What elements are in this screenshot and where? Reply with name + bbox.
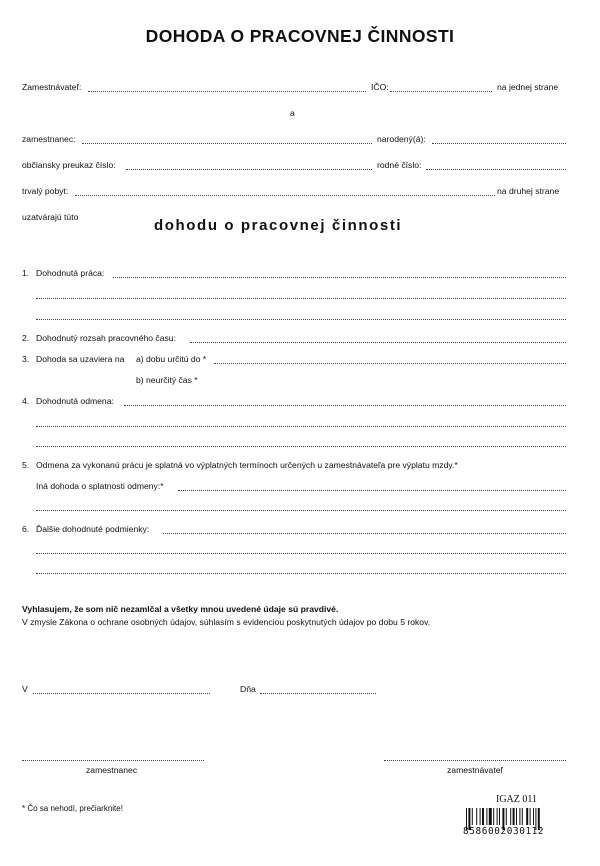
barcode-bar (533, 808, 534, 825)
barcode-bar (516, 808, 517, 825)
pay-field[interactable] (124, 405, 566, 406)
footnote: * Čo sa nehodí, prečiarknite! (22, 804, 123, 813)
barcode-bar (519, 808, 520, 825)
residence-label: trvalý pobyt: (22, 186, 69, 196)
due-other-field[interactable] (178, 490, 566, 491)
due-text: Odmena za vykonanú prácu je splatná vo výplatných termínoch určených u zamestnávateľa pre výplatu mzdy.* (36, 460, 458, 470)
employee-label: zamestnanec: (22, 134, 76, 144)
employer-field[interactable] (88, 91, 366, 92)
work-field[interactable] (113, 277, 566, 278)
barcode-bar (476, 808, 477, 825)
scope-field[interactable] (190, 342, 566, 343)
scope-label: Dohodnutý rozsah pracovného času: (36, 333, 176, 343)
employee-signature-label: zamestnanec (86, 765, 138, 775)
id-card-label: občiansky preukaz číslo: (22, 160, 116, 170)
other-side-text: na druhej strane (497, 186, 560, 196)
item-number-3: 3. (22, 354, 30, 364)
work-field-line-2[interactable] (36, 298, 566, 299)
pay-field-line-3[interactable] (36, 446, 566, 447)
other-conditions-label: Ďalšie dohodnuté podmienky: (36, 524, 150, 534)
place-label: V (22, 684, 28, 694)
date-label: Dňa (240, 684, 256, 694)
item-number-6: 6. (22, 524, 30, 534)
employee-signature-line[interactable] (22, 760, 204, 761)
born-field[interactable] (432, 143, 566, 144)
employer-signature-label: zamestnávateľ (447, 765, 504, 775)
item-number-2: 2. (22, 333, 30, 343)
term-option-b[interactable]: b) neurčitý čas * (136, 375, 198, 385)
conclude-text: uzatvárajú túto (22, 212, 79, 222)
barcode-bar (506, 808, 507, 825)
barcode-bar (510, 808, 511, 825)
employee-field[interactable] (82, 143, 372, 144)
barcode-bar (497, 808, 498, 825)
barcode-bar (482, 808, 484, 825)
work-label: Dohodnutá práca: (36, 268, 105, 278)
barcode-number: 8586002030112 (463, 826, 545, 837)
employer-signature-line[interactable] (384, 760, 566, 761)
term-label: Dohoda sa uzaviera na (36, 354, 125, 364)
barcode-bar (472, 808, 473, 825)
barcode-bar (526, 808, 528, 825)
place-field[interactable] (33, 693, 210, 694)
form-code: IGAZ 011 (496, 794, 538, 805)
and-text: a (290, 108, 295, 118)
ico-field[interactable] (390, 91, 492, 92)
due-other-field-line-2[interactable] (36, 510, 566, 511)
item-number-4: 4. (22, 396, 30, 406)
barcode-bar (480, 808, 481, 825)
other-conditions-line-3[interactable] (36, 573, 566, 574)
date-field[interactable] (260, 693, 376, 694)
birth-number-label: rodné číslo: (377, 160, 422, 170)
one-side-text: na jednej strane (497, 82, 559, 92)
birth-number-field[interactable] (426, 169, 566, 170)
item-number-5: 5. (22, 460, 30, 470)
term-option-a[interactable]: a) dobu určitú do * (136, 354, 207, 364)
barcode-bar (499, 808, 500, 825)
id-card-field[interactable] (126, 169, 372, 170)
item-number-1: 1. (22, 268, 30, 278)
declaration-statement: Vyhlasujem, že som nič nezamlčal a všetky mnou uvedené údaje sú pravdivé. (22, 604, 339, 614)
residence-field[interactable] (75, 195, 495, 196)
term-date-field[interactable] (214, 363, 566, 364)
work-field-line-3[interactable] (36, 319, 566, 320)
barcode-bar (513, 808, 515, 825)
barcode-bar (493, 808, 494, 825)
employer-label: Zamestnávateľ: (22, 82, 82, 92)
barcode-bar (530, 808, 531, 825)
due-other-label: Iná dohoda o splatnosti odmeny:* (36, 481, 164, 491)
agreement-subtitle: dohodu o pracovnej činnosti (154, 217, 403, 234)
form-title: DOHODA O PRACOVNEJ ČINNOSTI (145, 26, 455, 46)
other-conditions-line-2[interactable] (36, 553, 566, 554)
other-conditions-field[interactable] (163, 533, 566, 534)
ico-label: IČO: (371, 82, 389, 92)
gdpr-consent: V zmysle Zákona o ochrane osobných údajov, súhlasím s evidenciou poskytnutých údajov po dobu 5 rokov. (22, 617, 431, 627)
barcode-bar (489, 808, 492, 825)
barcode-bar (522, 808, 523, 825)
born-label: narodený(á): (377, 134, 426, 144)
pay-label: Dohodnutá odmena: (36, 396, 114, 406)
barcode-bar (486, 808, 487, 825)
pay-field-line-2[interactable] (36, 426, 566, 427)
